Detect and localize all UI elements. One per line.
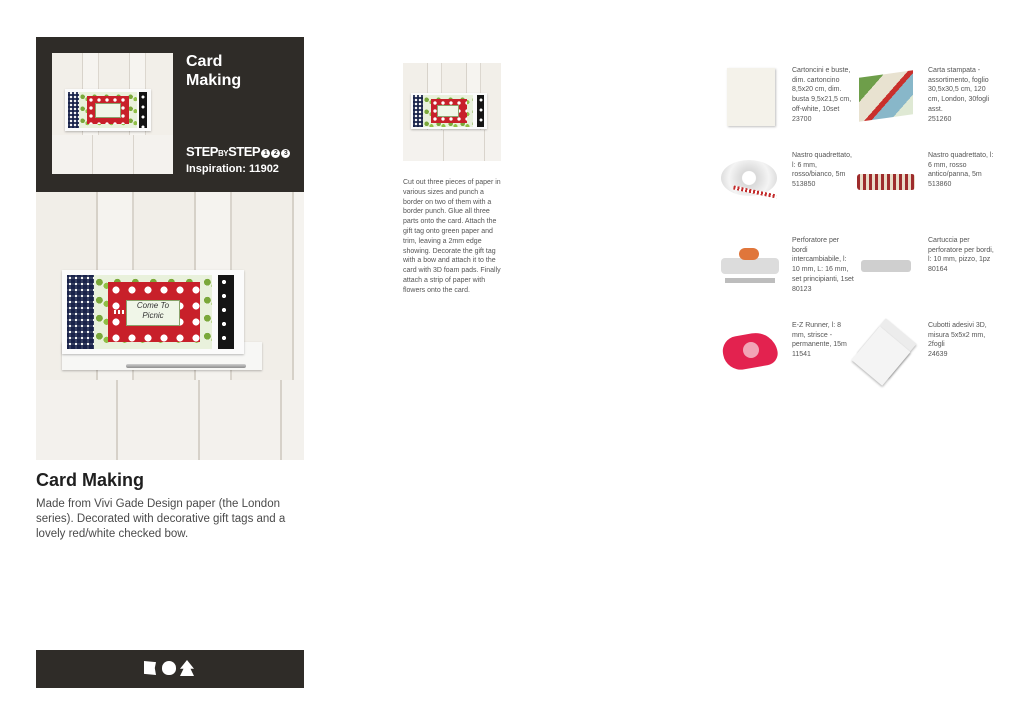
gift-tag: Come To Picnic <box>126 300 180 326</box>
product-item: Nastro quadrettato, l: 6 mm, rosso antico/panna, 5m 513860 <box>928 152 994 189</box>
photo-card-small <box>411 93 487 129</box>
photo-card-large <box>62 270 244 354</box>
tape-runner-image <box>719 322 783 384</box>
instructions-text: Cut out three pieces of paper in various sizes and punch a border on two of them with a border punch. Glue all three parts onto the card. Attach the gift tag onto green paper and trim, leaving a 2mm edge showing. Decorate the gift tag with a bow and attach it to the card with 3D foam pads. Finally attach a strip of paper with flowers onto the card. <box>403 179 501 294</box>
foam-pads-image <box>855 320 917 384</box>
description: Made from Vivi Gade Design paper (the London series). Decorated with decorative gift tags and a lovely red/white checked bow. <box>36 498 286 540</box>
border-punch-image <box>719 236 783 294</box>
blank-card-image <box>719 64 783 130</box>
panel-title: Card Making <box>186 53 242 89</box>
printed-paper-image <box>855 66 917 126</box>
flag-icon <box>144 661 156 675</box>
heart-icon <box>162 661 176 675</box>
step-by-step-logo: STEPBYSTEP 1 2 3 <box>186 144 290 159</box>
product-item: Cartuccia per perforatore per bordi, l: 10 mm, pizzo, 1pz 80164 <box>928 237 994 274</box>
photo-card <box>65 89 151 131</box>
footer-bar <box>36 650 304 688</box>
main-card-photo <box>36 192 304 460</box>
product-item: E-Z Runner, l: 8 mm, strisce - permanente, 15m 11541 <box>792 322 847 359</box>
header-card-photo <box>52 53 173 174</box>
product-item: Nastro quadrettato, l: 6 mm, rosso/bianco, 5m 513850 <box>792 152 852 189</box>
tree-icon <box>180 660 194 676</box>
pen <box>126 364 246 368</box>
product-item: Cubotti adesivi 3D, misura 5x5x2 mm, 2fogli 24639 <box>928 322 987 359</box>
page-heading: Card Making <box>36 470 145 490</box>
ribbon-red-white-image <box>719 150 783 210</box>
center-card-photo <box>403 63 501 161</box>
inspiration-number: Inspiration: 11902 <box>186 163 279 175</box>
header-panel <box>36 37 304 192</box>
punch-cartridge-image <box>855 238 917 294</box>
product-item: Carta stampata - assortimento, foglio 30,5x30,5 cm, 120 cm, London, 30fogli asst. 251260 <box>928 67 990 123</box>
ribbon-antique-red-image <box>855 152 917 210</box>
product-item: Perforatore per bordi intercambiabile, l: 10 mm, L: 16 mm, set principianti, 1set 80123 <box>792 237 854 293</box>
product-item: Cartoncini e buste, dim. cartoncino 8,5x20 cm, dim. busta 9,5x21,5 cm, off-white, 10set 23700 <box>792 67 852 123</box>
